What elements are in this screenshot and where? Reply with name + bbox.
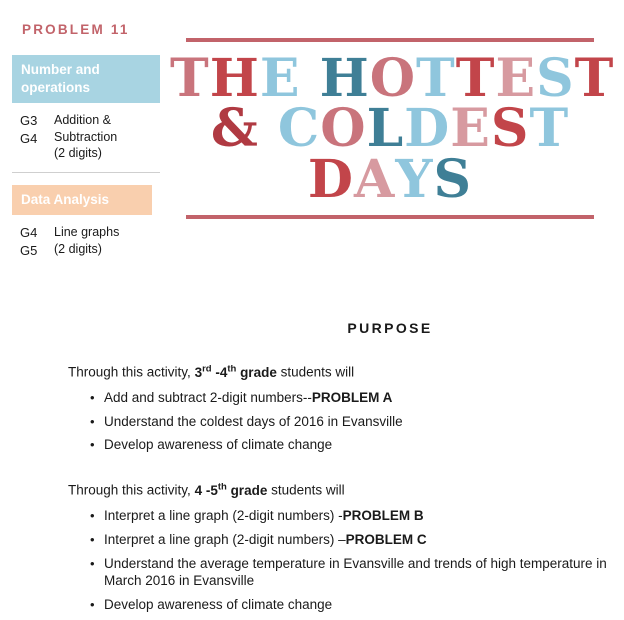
intro2-sup-b: th bbox=[217, 481, 227, 493]
intro-paragraph-1 bbox=[68, 362, 613, 383]
bullet-text: Add and subtract 2-digit numbers-- bbox=[104, 389, 312, 405]
bullet-list-grade34 bbox=[68, 389, 613, 454]
desc-line: Line graphs bbox=[54, 225, 120, 240]
intro2-grade-a: 4 bbox=[194, 482, 203, 498]
sidebar-grades-data bbox=[20, 224, 54, 260]
desc-line: Subtraction bbox=[54, 129, 118, 144]
list-item bbox=[104, 436, 613, 454]
bullet-text: Develop awareness of climate change bbox=[104, 597, 333, 613]
sidebar-category-data-analysis bbox=[12, 185, 152, 216]
grade-item: G4 bbox=[20, 225, 38, 241]
bullet-text: Interpret a line graph (2-digit numbers) - bbox=[104, 507, 343, 523]
list-item bbox=[104, 389, 613, 407]
bullet-bold: PROBLEM A bbox=[311, 389, 393, 405]
intro1-sup-b: th bbox=[227, 363, 237, 374]
bullet-text: Develop awareness of climate change bbox=[104, 437, 333, 453]
intro1-grade-b: -4 bbox=[211, 364, 228, 380]
sidebar-category-number-and-operations bbox=[12, 55, 160, 103]
intro1-pre: Through this activity, bbox=[68, 364, 195, 380]
title-line-1: THE HOTTEST bbox=[170, 48, 615, 109]
sidebar bbox=[12, 55, 160, 270]
bullet-bold: PROBLEM C bbox=[345, 531, 427, 547]
intro2-grade-b: -5 bbox=[202, 482, 218, 498]
title-line-2: & COLDEST bbox=[210, 98, 570, 160]
sidebar-category-label-line2: operations bbox=[21, 79, 91, 95]
intro2-post: students will bbox=[267, 482, 345, 498]
desc-line: Addition & bbox=[54, 113, 111, 128]
title-lines bbox=[170, 42, 615, 210]
sidebar-desc-data bbox=[54, 224, 119, 257]
list-item bbox=[104, 531, 613, 549]
grade-item: G3 bbox=[20, 113, 38, 129]
purpose-heading: PURPOSE bbox=[347, 320, 433, 336]
sidebar-desc-number bbox=[54, 112, 117, 162]
title-block bbox=[170, 38, 615, 219]
intro2-pre: Through this activity, bbox=[68, 482, 195, 498]
purpose-body bbox=[68, 362, 613, 620]
bullet-text: Understand the average temperature in Evansville and trends of high temperature in March 2016 in Evansville bbox=[104, 555, 607, 589]
list-item bbox=[104, 507, 613, 525]
bullet-text: Understand the coldest days of 2016 in Evansville bbox=[104, 413, 403, 429]
sidebar-grades-number bbox=[20, 112, 54, 148]
bullet-list-grade45 bbox=[68, 507, 613, 614]
intro2-grade-c: grade bbox=[226, 482, 268, 498]
title-rule-bottom bbox=[186, 215, 594, 219]
intro1-grade-c: grade bbox=[236, 364, 277, 380]
sidebar-category-label: Data Analysis bbox=[21, 191, 110, 207]
grade-item: G4 bbox=[20, 131, 38, 147]
intro1-sup-a: rd bbox=[202, 363, 212, 374]
title-line-3: DAYS bbox=[307, 148, 473, 210]
sidebar-row-data-analysis bbox=[12, 215, 160, 270]
list-item bbox=[104, 555, 613, 591]
desc-line: (2 digits) bbox=[54, 146, 102, 161]
desc-line: (2 digits) bbox=[54, 241, 102, 256]
list-item bbox=[104, 413, 613, 431]
sidebar-category-label-line1: Number and bbox=[21, 62, 100, 77]
list-item bbox=[104, 596, 613, 614]
intro1-grade-a: 3 bbox=[194, 364, 203, 380]
intro-paragraph-2 bbox=[68, 480, 613, 501]
sidebar-row-number-and-operations bbox=[12, 103, 160, 172]
bullet-text: Interpret a line graph (2-digit numbers) – bbox=[104, 531, 346, 547]
bullet-bold: PROBLEM B bbox=[342, 507, 424, 523]
intro1-post: students will bbox=[276, 364, 355, 380]
grade-item: G5 bbox=[20, 243, 38, 259]
problem-label: PROBLEM 11 bbox=[22, 22, 130, 37]
